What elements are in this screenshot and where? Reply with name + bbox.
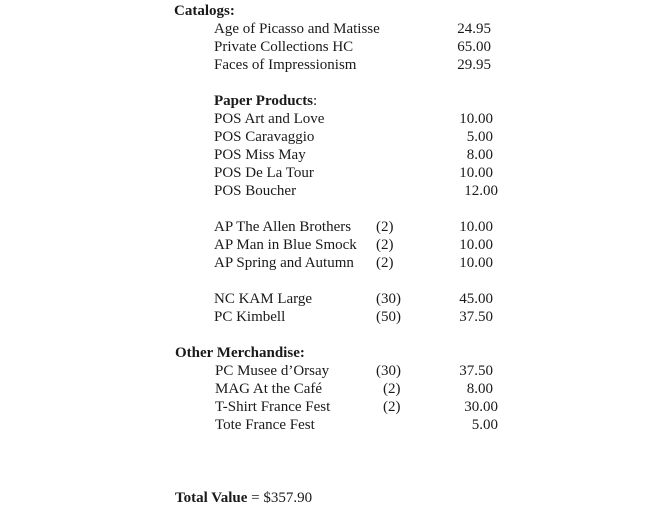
- merch-item-price: 8.00: [466, 381, 493, 397]
- art-print-item-name: AP Man in Blue Smock: [214, 237, 357, 253]
- art-print-item-price: 10.00: [459, 219, 493, 235]
- card-item-qty: (30): [376, 291, 401, 307]
- art-print-item-price: 10.00: [459, 237, 493, 253]
- poster-item-price: 10.00: [459, 111, 493, 127]
- poster-item-price: 5.00: [466, 129, 493, 145]
- poster-item-name: POS Art and Love: [214, 111, 325, 127]
- art-print-item-name: AP Spring and Autumn: [214, 255, 354, 271]
- poster-item-name: POS Caravaggio: [214, 129, 315, 145]
- merch-item-price: 30.00: [464, 399, 498, 415]
- catalog-item-price: 65.00: [457, 39, 491, 55]
- card-item-name: NC KAM Large: [214, 291, 313, 307]
- catalog-item-price: 29.95: [457, 57, 491, 73]
- merch-item-name: PC Musee d’Orsay: [215, 363, 330, 379]
- poster-item-name: POS Miss May: [214, 147, 306, 163]
- card-item-name: PC Kimbell: [214, 309, 286, 325]
- catalog-item-name: Faces of Impressionism: [214, 57, 357, 73]
- poster-item-price: 8.00: [466, 147, 493, 163]
- poster-item-price: 10.00: [459, 165, 493, 181]
- paper-products-heading: [214, 92, 317, 110]
- art-print-item-qty: (2): [376, 237, 394, 253]
- merch-item-price: 37.50: [459, 363, 493, 379]
- other-merchandise-heading: Other Merchandise:: [175, 345, 305, 361]
- merch-item-qty: (30): [376, 363, 401, 379]
- poster-item-name: POS Boucher: [214, 183, 297, 199]
- art-print-item-name: AP The Allen Brothers: [214, 219, 352, 235]
- merch-item-qty: (2): [383, 381, 401, 397]
- merch-item-price: 5.00: [471, 417, 498, 433]
- merch-item-qty: (2): [383, 399, 401, 415]
- card-item-qty: (50): [376, 309, 401, 325]
- catalog-item-name: Private Collections HC: [214, 39, 354, 55]
- card-item-price: 37.50: [459, 309, 493, 325]
- catalogs-heading: Catalogs:: [174, 3, 235, 19]
- art-print-item-price: 10.00: [459, 255, 493, 271]
- paper-products-heading-text: Paper Products: [214, 93, 314, 109]
- merch-item-name: MAG At the Café: [215, 381, 323, 397]
- card-item-price: 45.00: [459, 291, 493, 307]
- poster-item-name: POS De La Tour: [214, 165, 314, 181]
- merch-item-name: Tote France Fest: [215, 417, 315, 433]
- paper-products-heading-colon: :: [313, 93, 318, 109]
- merch-item-name: T-Shirt France Fest: [215, 399, 331, 415]
- art-print-item-qty: (2): [376, 255, 394, 271]
- poster-item-price: 12.00: [464, 183, 498, 199]
- art-print-item-qty: (2): [376, 219, 394, 235]
- total-label: Total Value: [175, 490, 248, 506]
- total-value: = $357.90: [247, 490, 313, 506]
- total-line: [175, 489, 312, 507]
- catalog-item-name: Age of Picasso and Matisse: [214, 21, 380, 37]
- catalog-item-price: 24.95: [457, 21, 491, 37]
